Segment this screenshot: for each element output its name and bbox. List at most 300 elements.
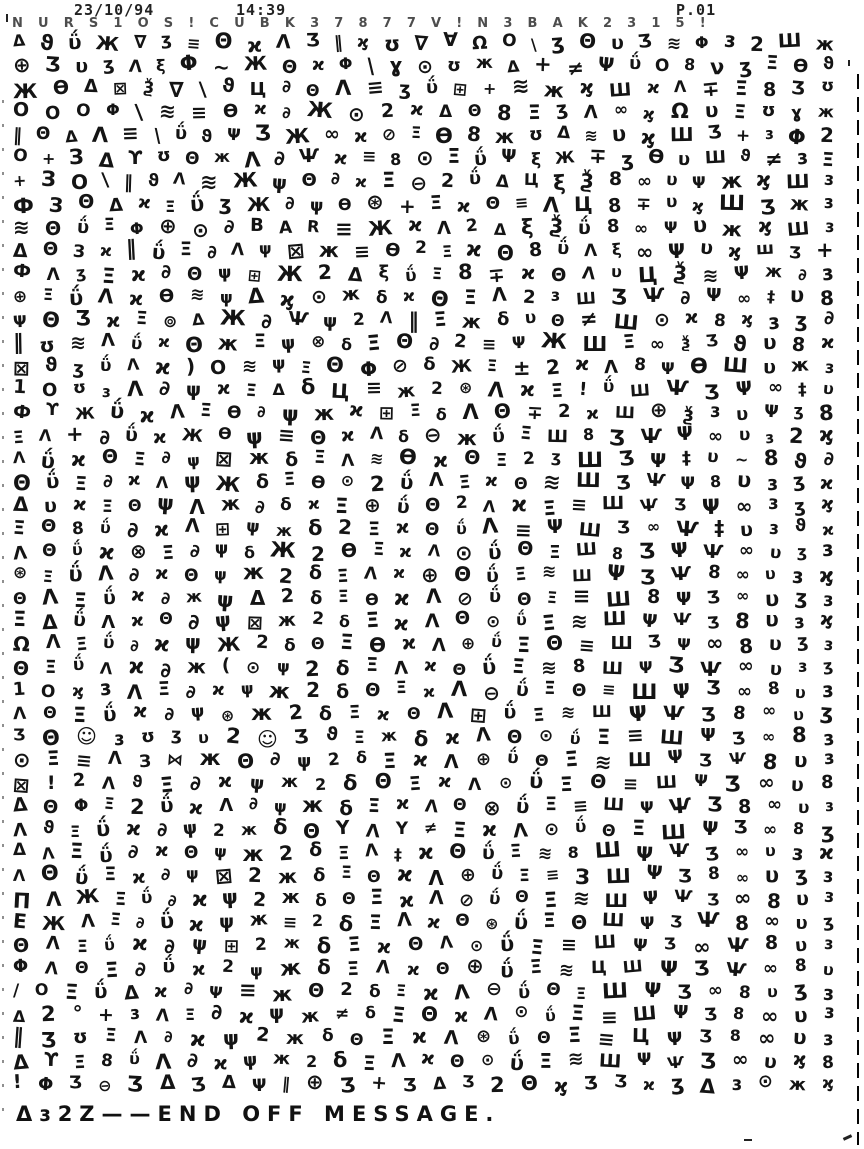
cipher-glyph: Θ — [101, 445, 119, 469]
cipher-glyph: Λ — [12, 447, 26, 468]
cipher-glyph: Ш — [785, 170, 810, 194]
cipher-glyph: ϰ — [139, 402, 155, 427]
cipher-glyph: ж — [283, 932, 301, 953]
cipher-glyph: ≡ — [482, 334, 497, 356]
cipher-glyph: ϰ — [237, 1003, 255, 1029]
cipher-glyph: Ӡ — [706, 121, 723, 144]
sender-char: B — [259, 16, 270, 31]
cipher-glyph: Ξ — [348, 701, 361, 724]
cipher-glyph: ϗ — [579, 76, 594, 99]
cipher-glyph: υ — [769, 658, 783, 680]
cipher-glyph: Θ — [601, 820, 617, 841]
cipher-glyph: ∂ — [160, 865, 172, 886]
cipher-glyph: Ξ — [185, 1004, 196, 1024]
cipher-glyph: Λ — [431, 635, 446, 657]
cipher-glyph: Θ — [493, 398, 512, 424]
cipher-glyph: Ӡ — [667, 652, 686, 678]
cipher-glyph: ∂ — [797, 264, 807, 285]
sender-char: K — [284, 16, 295, 31]
cipher-glyph: З — [47, 191, 64, 218]
cipher-glyph: 2 — [337, 514, 353, 540]
cipher-glyph: Ξ — [567, 1023, 582, 1048]
cipher-glyph: ϰ — [188, 911, 205, 937]
cipher-glyph: ш — [755, 238, 775, 260]
cipher-glyph: Ӡ — [699, 1048, 717, 1073]
cipher-glyph: 8 — [582, 424, 595, 445]
cipher-glyph: ΰ — [398, 470, 414, 495]
cipher-glyph: υ — [764, 863, 780, 888]
cipher-glyph: Ш — [632, 1002, 658, 1027]
cipher-glyph: ɜ — [767, 309, 781, 335]
cipher-glyph: Ѱ — [645, 469, 666, 492]
cipher-glyph: Λ — [436, 698, 454, 724]
cipher-glyph: Ѱ — [724, 958, 748, 982]
cipher-glyph: ϗ — [821, 1073, 834, 1093]
cipher-glyph: Ѳ — [51, 76, 70, 100]
scan-speck — [848, 60, 850, 66]
cipher-glyph: ϰ — [520, 261, 536, 284]
cipher-glyph: 2 — [311, 541, 326, 566]
cipher-glyph: Ш — [610, 633, 633, 655]
cipher-glyph: ɜ — [822, 980, 835, 1005]
cipher-glyph: Δ — [97, 147, 115, 173]
cipher-glyph: Ӡ — [339, 1072, 356, 1098]
cipher-glyph: ɜ — [795, 144, 809, 170]
cipher-glyph: Ѯ — [142, 77, 155, 98]
cipher-glyph: ∞ — [736, 680, 752, 702]
cipher-glyph: Ξ — [74, 472, 88, 496]
cipher-glyph: Θ — [463, 446, 481, 470]
cipher-glyph: Θ — [310, 633, 326, 654]
cipher-glyph: ϰ — [128, 654, 145, 679]
cipher-glyph: ϒ — [46, 400, 60, 421]
cipher-glyph: ξ — [610, 239, 622, 260]
cipher-glyph: Ж — [74, 403, 95, 424]
cipher-glyph: ‖ — [12, 1024, 25, 1049]
cipher-glyph: ɜ — [823, 357, 835, 379]
cipher-glyph: Ψ — [672, 1001, 689, 1024]
cipher-glyph: ɜ — [823, 1028, 835, 1051]
cipher-glyph: Ж — [367, 214, 394, 241]
cipher-glyph: Ѱ — [700, 656, 723, 681]
cipher-row — [12, 1046, 835, 1076]
cipher-glyph: Ψ — [596, 53, 615, 77]
cipher-glyph: Λ — [126, 679, 143, 704]
cipher-glyph: ϰ — [684, 306, 699, 329]
cipher-glyph: ʒ — [218, 190, 233, 215]
cipher-glyph: Ш — [604, 889, 628, 912]
cipher-glyph: ° — [71, 1000, 84, 1026]
cipher-glyph: Λ — [169, 400, 186, 424]
cipher-glyph: ≡ — [282, 912, 298, 933]
cipher-glyph: Ш — [602, 794, 625, 816]
cipher-glyph: ж — [817, 101, 835, 122]
cipher-glyph: Ѳ — [217, 423, 232, 444]
cipher-glyph: Ж — [243, 52, 268, 76]
cipher-glyph: Λ — [12, 542, 28, 565]
cipher-glyph: ʒ — [170, 724, 183, 745]
cipher-glyph: Δ — [12, 1006, 26, 1027]
cipher-glyph: Ж — [450, 356, 473, 378]
cipher-glyph: Ψ — [643, 977, 663, 1003]
cipher-glyph: Ш — [575, 468, 601, 493]
cipher-glyph: ʒ — [792, 976, 808, 1002]
cipher-glyph: 8 — [707, 864, 721, 885]
cipher-glyph: Ξ — [821, 148, 835, 172]
cipher-glyph: ψ — [269, 1002, 285, 1025]
cipher-glyph: ʒ — [791, 469, 806, 493]
cipher-glyph: ψ — [219, 910, 235, 933]
cipher-glyph: Λ — [97, 283, 115, 309]
cipher-glyph: ϗ — [639, 124, 657, 150]
cipher-glyph: Ш — [578, 518, 603, 542]
cipher-glyph: Λ — [482, 496, 497, 516]
cipher-glyph: ж — [495, 125, 515, 148]
cipher-glyph: Ц — [636, 262, 658, 287]
cipher-glyph: Λ — [380, 307, 394, 328]
cipher-glyph: Ξ — [69, 839, 84, 864]
cipher-glyph: δ — [280, 494, 293, 516]
cipher-glyph: ∂ — [269, 747, 282, 770]
cipher-glyph: Λ — [184, 514, 201, 538]
cipher-glyph: Ш — [605, 863, 631, 889]
cipher-glyph: ϰ — [820, 332, 835, 354]
cipher-glyph: Δ — [506, 56, 521, 77]
cipher-glyph: ⊙ — [414, 145, 435, 171]
cipher-glyph: Θ — [280, 56, 299, 79]
cipher-row — [12, 583, 834, 613]
cipher-glyph: ∞ — [735, 565, 750, 586]
cipher-glyph: Ξ — [527, 99, 541, 125]
cipher-glyph: ∂ — [254, 496, 266, 518]
cipher-glyph: ϰ — [642, 1075, 655, 1095]
cipher-glyph: δ — [423, 353, 436, 375]
cipher-glyph: Ψ — [663, 217, 678, 237]
cipher-glyph: ‖ — [125, 236, 138, 261]
cipher-glyph: Ξ — [733, 101, 747, 124]
cipher-glyph: ϰ — [153, 980, 169, 1002]
cipher-glyph: ψ — [220, 288, 233, 308]
cipher-glyph: ΰ — [68, 285, 84, 310]
cipher-glyph: ⊕ — [460, 633, 476, 655]
cipher-glyph: δ — [342, 770, 359, 796]
cipher-glyph: ∂ — [283, 192, 296, 214]
cipher-glyph: ɜ — [824, 933, 835, 955]
cipher-glyph: ж — [286, 1027, 305, 1050]
cipher-glyph: ⊘ — [458, 889, 475, 912]
cipher-glyph: ж — [318, 237, 340, 263]
cipher-glyph: ʒ — [160, 29, 173, 51]
cipher-glyph: ϰ — [191, 886, 208, 911]
cipher-glyph: ж — [250, 701, 273, 726]
cipher-glyph: Ѳ — [434, 123, 454, 148]
sender-char: R — [63, 16, 74, 31]
cipher-glyph: Ѱ — [668, 793, 693, 819]
cipher-glyph: ΰ — [528, 768, 544, 794]
cipher-glyph: ϰ — [456, 195, 472, 217]
cipher-glyph: Λ — [424, 609, 440, 632]
cipher-glyph: ϰ — [154, 839, 169, 861]
cipher-glyph: ‖ — [408, 308, 419, 333]
cipher-glyph: ψ — [270, 171, 288, 195]
cipher-glyph: 2 — [71, 769, 86, 792]
cipher-glyph: ΰ — [159, 793, 175, 818]
cipher-glyph: ΰ — [468, 168, 482, 190]
cipher-row — [12, 513, 835, 543]
cipher-glyph: 2 — [278, 840, 294, 866]
cipher-glyph: ϗ — [741, 309, 754, 329]
cipher-glyph: υ — [794, 934, 809, 957]
cipher-glyph: ≡ — [578, 634, 596, 658]
sender-char: 8 — [358, 16, 368, 31]
cipher-glyph: Λ — [468, 774, 482, 795]
cipher-glyph: ∂ — [163, 934, 176, 959]
cipher-glyph: Θ — [485, 194, 501, 215]
cipher-glyph: Δ — [11, 30, 26, 51]
cipher-glyph: ≡ — [572, 583, 591, 608]
cipher-glyph: ∂ — [260, 309, 273, 334]
cipher-glyph: υ — [736, 467, 752, 493]
cipher-glyph: ʊ — [528, 123, 544, 146]
cipher-glyph: Ц — [330, 378, 351, 404]
cipher-glyph: Ѱ — [697, 907, 721, 932]
cipher-glyph: υ — [797, 797, 810, 819]
cipher-glyph: υ — [763, 1050, 779, 1074]
cipher-glyph: δ — [299, 374, 316, 400]
cipher-glyph: 2 — [430, 379, 444, 400]
cipher-glyph: Ξ — [45, 656, 57, 678]
cipher-glyph: Ʒ — [126, 1071, 145, 1097]
cipher-glyph: ψ — [186, 450, 201, 471]
cipher-glyph: Θ — [341, 888, 356, 909]
cipher-glyph: Θ — [454, 607, 471, 630]
cipher-glyph: Θ — [506, 726, 523, 749]
cipher-glyph: Ξ — [165, 196, 176, 216]
cipher-glyph: ʒ — [793, 861, 809, 887]
cipher-glyph: ψ — [242, 1049, 259, 1072]
cipher-glyph: ! — [12, 1070, 23, 1093]
cipher-glyph: Λ — [583, 101, 599, 124]
cipher-glyph: Ξ — [597, 724, 611, 749]
cipher-glyph: ΰ — [71, 654, 85, 676]
cipher-glyph: 2 — [280, 584, 295, 608]
sender-char: 2 — [602, 16, 613, 31]
cipher-glyph: Ξ — [381, 167, 396, 193]
cipher-glyph: 8 — [606, 194, 623, 218]
cipher-glyph: ϑ — [324, 723, 339, 746]
cipher-row — [12, 328, 835, 359]
cipher-glyph: Θ — [40, 860, 60, 886]
cipher-glyph: Λ — [133, 1028, 148, 1049]
cipher-glyph: Ξ — [114, 888, 127, 911]
cipher-glyph: Ѯ — [548, 213, 565, 239]
cipher-glyph: Ӡ — [704, 843, 721, 866]
cipher-glyph: Ξ — [367, 794, 381, 818]
cipher-glyph: δ — [338, 612, 351, 632]
cipher-glyph: ( — [221, 654, 231, 676]
cipher-glyph: ∂ — [282, 102, 292, 123]
cipher-glyph: ϰ — [311, 55, 325, 76]
cipher-glyph: Ψ — [639, 798, 654, 818]
cipher-glyph: Ѳ — [227, 403, 242, 424]
cipher-glyph: ψ — [190, 701, 205, 723]
cipher-glyph: Ξ — [495, 450, 508, 472]
cipher-glyph: Ψ — [606, 560, 626, 587]
cipher-glyph: ⊖ — [482, 680, 501, 705]
cipher-glyph: υ — [768, 542, 782, 564]
cipher-glyph: Ц — [590, 957, 607, 979]
cipher-glyph: ϰ — [400, 631, 417, 655]
cipher-glyph: ∂ — [166, 890, 178, 911]
cipher-glyph: υ — [739, 518, 754, 542]
cipher-glyph: Ӡ — [615, 471, 631, 495]
cipher-glyph: ΰ — [628, 52, 641, 74]
cipher-glyph: Θ — [41, 724, 61, 751]
cipher-glyph: ∂ — [161, 447, 171, 468]
cipher-glyph: ϰ — [444, 724, 460, 750]
cipher-glyph: ∞ — [767, 376, 784, 399]
cipher-glyph: Ψ — [669, 537, 689, 563]
cipher-glyph: δ — [335, 680, 350, 704]
cipher-glyph: Λ — [100, 330, 116, 352]
cipher-glyph: ϗ — [356, 31, 370, 51]
cipher-glyph: Θ — [214, 29, 233, 53]
cipher-glyph: Ѱ — [665, 375, 690, 401]
cipher-glyph: Ш — [592, 931, 617, 954]
cipher-glyph: Θ — [186, 263, 204, 286]
cipher-glyph: ΰ — [503, 701, 517, 724]
cipher-glyph: Ψ — [700, 817, 719, 841]
cipher-glyph: Ц — [574, 191, 594, 216]
cipher-glyph: O — [12, 145, 29, 167]
cipher-glyph: Θ — [545, 630, 564, 656]
cipher-glyph: ∇ — [413, 29, 430, 56]
cipher-glyph: ϰ — [423, 655, 438, 677]
cipher-glyph: ϰ — [131, 866, 147, 889]
cipher-glyph: Λ — [437, 217, 452, 239]
cipher-glyph: Ӡ — [663, 934, 677, 954]
cipher-glyph: ΰ — [507, 1028, 521, 1050]
cipher-glyph: ΰ — [102, 701, 118, 727]
cipher-glyph: Ξ — [12, 427, 25, 448]
cipher-glyph: ϰ — [412, 746, 430, 772]
cipher-glyph: ж — [764, 261, 783, 282]
cipher-glyph: ψ — [240, 678, 254, 699]
cipher-glyph: Ӡ — [673, 494, 687, 514]
right-scan-edge — [857, 74, 859, 1145]
cipher-glyph: Ѱ — [662, 700, 686, 726]
cipher-glyph: Θ — [406, 703, 421, 723]
cipher-glyph: Ѳ — [647, 145, 666, 169]
cipher-glyph: Θ — [236, 748, 255, 774]
cipher-glyph: ɜ — [823, 634, 835, 656]
cipher-glyph: υ — [822, 378, 835, 399]
cipher-glyph: ʒ — [620, 147, 635, 172]
cipher-glyph: ∇ — [169, 78, 185, 103]
cipher-glyph: Ξ — [199, 399, 213, 422]
cipher-glyph: ΰ — [124, 423, 139, 446]
cipher-glyph: ϗ — [757, 215, 772, 238]
cipher-glyph: ≋ — [541, 562, 557, 583]
cipher-glyph: Ӡ — [731, 728, 747, 749]
cipher-glyph: ⊕ — [363, 492, 382, 517]
cipher-glyph: 8 — [791, 722, 807, 747]
cipher-glyph: 8 — [683, 54, 697, 75]
cipher-glyph: Ξ — [42, 284, 54, 305]
cipher-glyph: ж — [543, 77, 566, 103]
cipher-glyph: ɜ — [731, 1072, 743, 1095]
cipher-glyph: Φ — [786, 123, 807, 150]
cipher-glyph: Ξ — [395, 678, 408, 699]
cipher-glyph: Θ — [364, 679, 381, 702]
cipher-glyph: ∞ — [766, 793, 784, 817]
cipher-glyph: Ш — [612, 309, 640, 336]
cipher-glyph: ΰ — [109, 398, 125, 424]
cipher-glyph: Ξ — [541, 610, 557, 636]
cipher-glyph: ϰ — [402, 285, 416, 306]
cipher-glyph: Ж — [284, 123, 311, 149]
cipher-glyph: Ш — [571, 565, 592, 586]
cipher-glyph: Θ — [408, 934, 424, 956]
cipher-glyph: Ξ — [621, 330, 636, 354]
cipher-glyph: ∂ — [160, 260, 173, 283]
cipher-row — [11, 792, 835, 821]
sender-char: 3 — [310, 16, 320, 31]
cipher-glyph: ∂ — [159, 657, 173, 682]
cipher-glyph: Ӡ — [610, 284, 628, 310]
cipher-glyph: O — [501, 30, 518, 52]
cipher-glyph: ∂ — [102, 471, 113, 493]
cipher-glyph: ж — [281, 887, 300, 909]
cipher-glyph: ϰ — [409, 98, 425, 121]
cipher-row — [12, 745, 835, 775]
cipher-glyph: Ξ — [368, 910, 382, 935]
cipher-glyph: Λ — [395, 908, 412, 932]
cipher-glyph: Ѱ — [673, 609, 692, 630]
cipher-glyph: Ш — [660, 818, 687, 845]
cipher-glyph: Ӡ — [13, 725, 26, 744]
cipher-glyph: Ш — [659, 725, 685, 750]
cipher-glyph: ≡ — [277, 422, 296, 448]
cipher-glyph: ∓ — [635, 193, 652, 215]
cipher-glyph: ʒ — [72, 357, 86, 379]
cipher-glyph: ~ — [212, 54, 231, 79]
cipher-glyph: 8 — [819, 285, 835, 311]
cipher-glyph: Ж — [41, 912, 66, 935]
cipher-glyph: ϰ — [432, 447, 449, 473]
cipher-glyph: Ξ — [313, 446, 326, 469]
sender-char: S — [88, 16, 99, 31]
cipher-glyph: ⊖ — [97, 1075, 113, 1096]
cipher-glyph: ж — [475, 52, 493, 74]
cipher-glyph: Ξ — [364, 607, 380, 633]
cipher-glyph: Δ — [64, 126, 79, 147]
cipher-glyph: Ξ — [283, 469, 296, 491]
cipher-glyph: Θ — [448, 838, 468, 864]
cipher-glyph: ⊘ — [455, 586, 474, 611]
cipher-glyph: Е — [12, 908, 28, 934]
cipher-glyph: ʒ — [822, 655, 835, 675]
cipher-glyph: З — [68, 144, 85, 170]
cipher-glyph: ϰ — [213, 1051, 228, 1074]
cipher-glyph: ⊙ — [455, 541, 474, 566]
cipher-glyph: Λ — [423, 796, 439, 818]
cipher-glyph: ϰ — [397, 887, 415, 913]
cipher-glyph: Δ — [83, 75, 99, 98]
cipher-glyph: ϗ — [642, 103, 657, 124]
cipher-glyph: ± — [512, 355, 531, 381]
cipher-row — [12, 837, 834, 867]
